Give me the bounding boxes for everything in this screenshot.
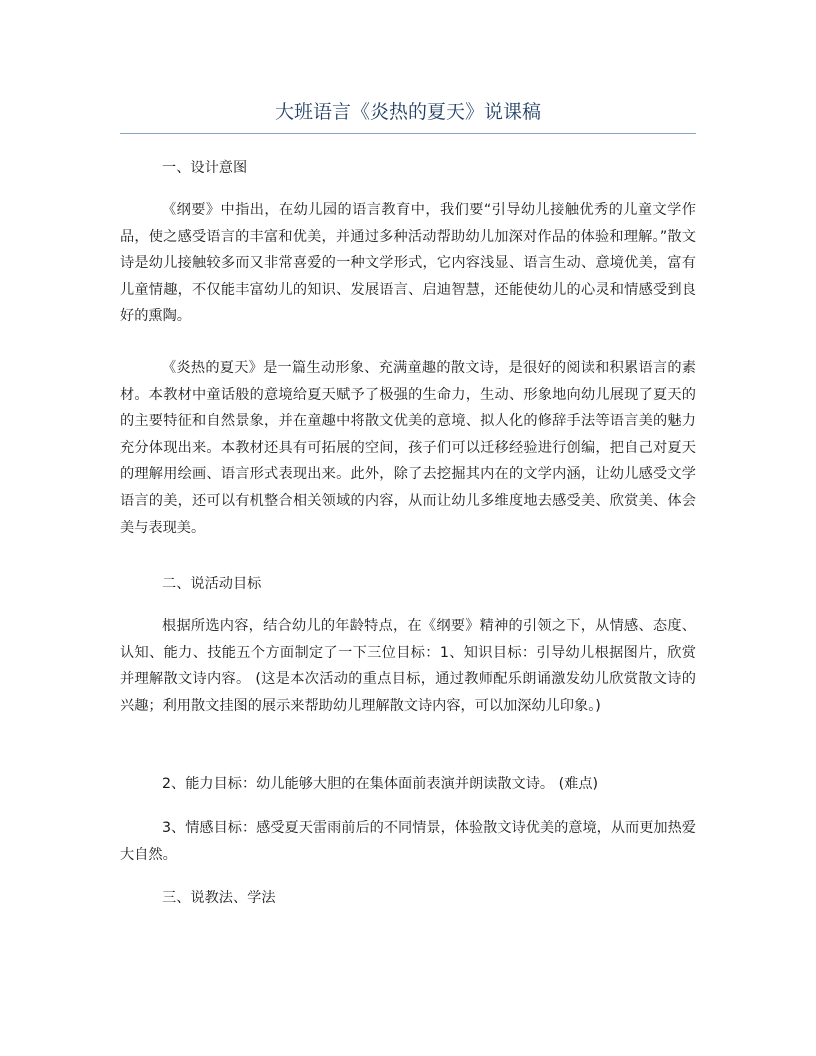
section-heading-design-intent: 一、设计意图 bbox=[162, 160, 248, 176]
paragraph-goal-emotion: 3、情感目标：感受夏天雷雨前后的不同情景，体验散文诗优美的意境，从而更加热爱大自然。 bbox=[120, 820, 696, 863]
paragraph-goal-knowledge: 根据所选内容，结合幼儿的年龄特点，在《纲要》精神的引领之下，从情感、态度、认知、能力、技能五个方面制定了一下三位目标：1、知识目标：引导幼儿根据图片，欣赏并理解散文诗内容。 (这是本次活动的重点目标，通过教师配乐朗诵激发幼儿欣赏散文诗的兴趣；利用散文挂图的展示来帮助幼儿理解散文诗内容，可以加深幼儿印象。) bbox=[120, 618, 696, 714]
document-title: 大班语言《炎热的夏天》说课稿 bbox=[274, 101, 541, 123]
paragraph-goal-ability: 2、能力目标：幼儿能够大胆的在集体面前表演并朗读散文诗。 (难点) bbox=[162, 776, 599, 792]
paragraph-design-intent-2: 《炎热的夏天》是一篇生动形象、充满童趣的散文诗，是很好的阅读和积累语言的素材。本教材中童话般的意境给夏天赋予了极强的生命力，生动、形象地向幼儿展现了夏天的的主要特征和自然景象，并在童趣中将散文优美的意境、拟人化的修辞手法等语言美的魅力充分体现出来。本教材还具有可拓展的空间，孩子们可以迁移经验进行创编，把自己对夏天的理解用绘画、语言形式表现出来。此外，除了去挖掘其内在的文学内涵，让幼儿感受文学语言的美，还可以有机整合相关领域的内容，从而让幼儿多维度地去感受美、欣赏美、体会美与表现美。 bbox=[120, 360, 696, 536]
title-divider bbox=[120, 133, 696, 134]
section-heading-methods: 三、说教法、学法 bbox=[162, 890, 276, 906]
section-heading-activity-goals: 二、说活动目标 bbox=[162, 576, 262, 592]
paragraph-design-intent-1: 《纲要》中指出，在幼儿园的语言教育中，我们要“引导幼儿接触优秀的儿童文学作品，使之感受语言的丰富和优美，并通过多种活动帮助幼儿加深对作品的体验和理解。”散文诗是幼儿接触较多而又非常喜爱的一种文学形式，它内容浅显、语言生动、意境优美，富有儿童情趣，不仅能丰富幼儿的知识、发展语言、启迪智慧，还能使幼儿的心灵和情感受到良好的熏陶。 bbox=[120, 202, 696, 325]
